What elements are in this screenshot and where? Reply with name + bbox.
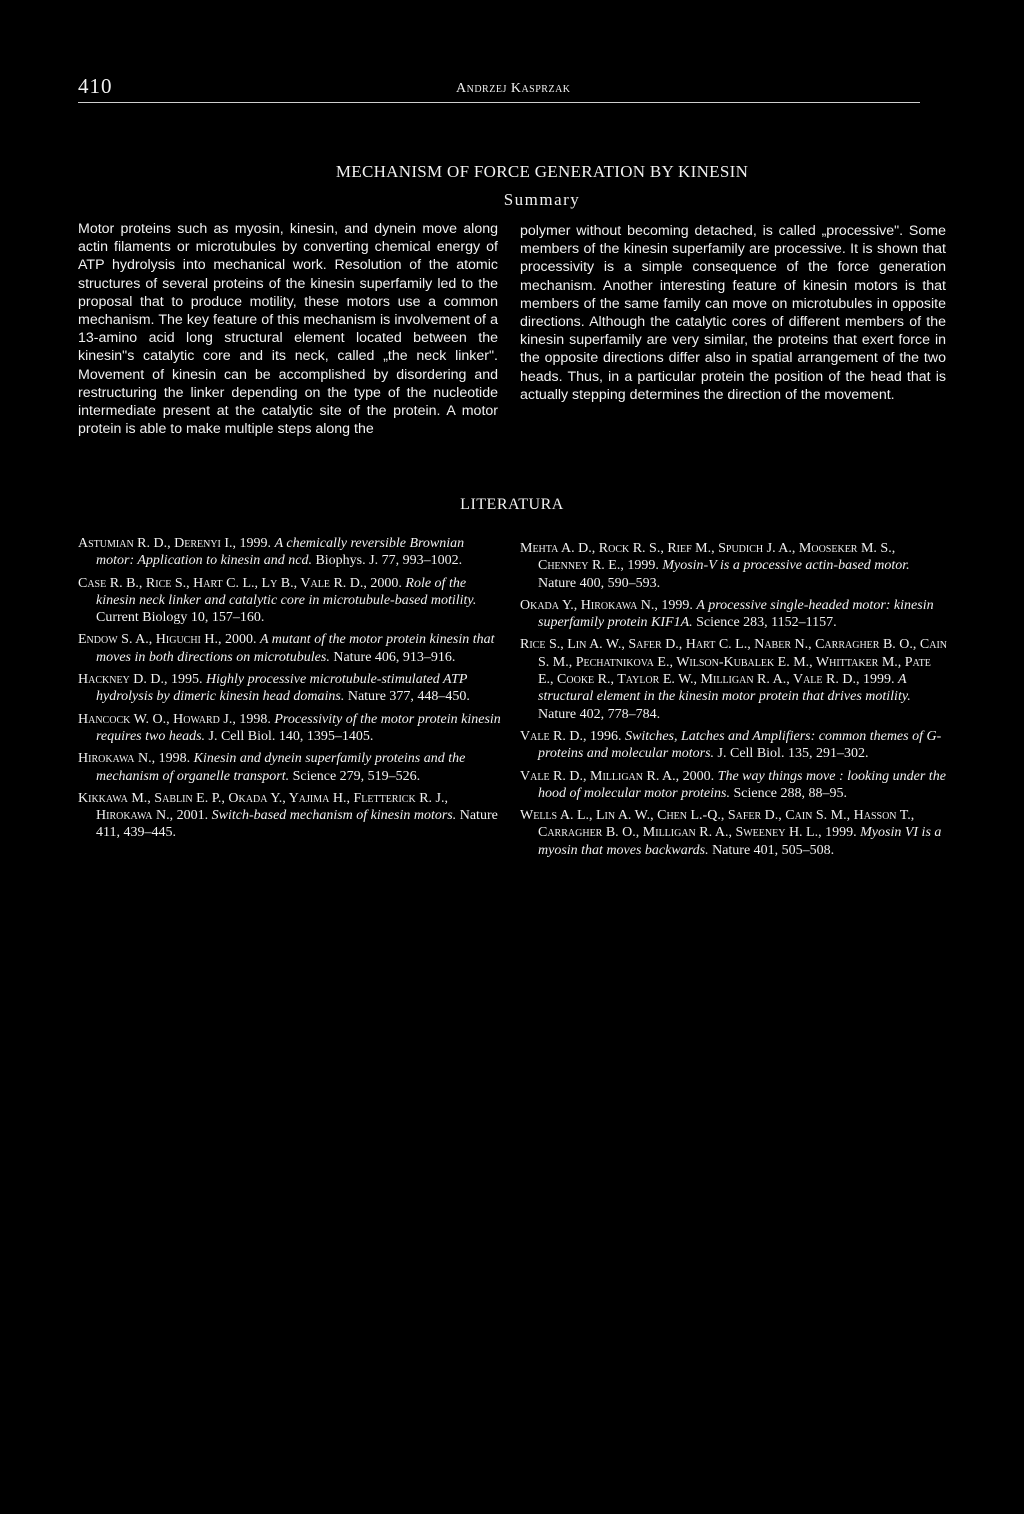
reference-entry: Vale R. D., 1996. Switches, Latches and Amplifiers: common themes of G-proteins and molecular motors. J. Cell Biol. 135, 291–302.: [520, 728, 942, 762]
reference-entry: Case R. B., Rice S., Hart C. L., Ly B., Vale R. D., 2000. Role of the kinesin neck linker and catalytic core in microtubule-based motility. Current Biology 10, 157–160.: [78, 575, 477, 626]
summary-left-column: Motor proteins such as myosin, kinesin, and dynein move along actin filaments or microtubules by converting chemical energy of ATP hydrolysis into mechanical work. Resolution of the atomic structures of several proteins of the kinesin superfamily led to the proposal that to produce motility, these motors use a common mechanism. The key feature of this mechanism is involvement of a 13-amino acid long structural element located between the kinesin"s catalytic core and its neck, called „the neck linker". Movement of kinesin can be accomplished by disordering and restructuring the linker depending on the type of the nucleotide intermediate present at the catalytic site of the protein. A motor protein is able to make multiple steps along the: [78, 221, 498, 438]
references-left-column: [78, 535, 502, 847]
reference-entry: Hirokawa N., 1998. Kinesin and dynein superfamily proteins and the mechanism of organelle transport. Science 279, 519–526.: [78, 751, 466, 784]
reference-entry: Hackney D. D., 1995. Highly processive microtubule-stimulated ATP hydrolysis by dimeric kinesin head domains. Nature 377, 448–450.: [78, 672, 470, 705]
article-title: MECHANISM OF FORCE GENERATION BY KINESIN: [335, 162, 749, 181]
running-head: Andrzej Kasprzak: [456, 81, 571, 96]
literature-heading: LITERATURA: [460, 496, 564, 513]
page-number: 410: [78, 74, 113, 98]
summary-heading: Summary: [503, 190, 581, 209]
reference-entry: Rice S., Lin A. W., Safer D., Hart C. L., Naber N., Carragher B. O., Cain S. M., Pechatnikova E., Wilson-Kubalek E. M., Whittaker M., Pate E., Cooke R., Taylor E. W., Milligan R. A., Vale R. D., 1999. A structural element in the kinesin motor protein that drives motility. Nature 402, 778–784.: [520, 637, 947, 722]
reference-entry: Kikkawa M., Sablin E. P., Okada Y., Yajima H., Fletterick R. J., Hirokawa N., 2001. Switch-based mechanism of kinesin motors. Nature 411, 439–445.: [78, 790, 498, 841]
references-right-column: [520, 540, 948, 864]
reference-entry: Wells A. L., Lin A. W., Chen L.-Q., Safer D., Cain S. M., Hasson T., Carragher B. O., Milligan R. A., Sweeney H. L., 1999. Myosin VI is a myosin that moves backwards. Nature 401, 505–508.: [520, 808, 942, 858]
reference-entry: Endow S. A., Higuchi H., 2000. A mutant of the motor protein kinesin that moves in both directions on microtubules. Nature 406, 913–916.: [78, 632, 495, 665]
reference-entry: Okada Y., Hirokawa N., 1999. A processive single-headed motor: kinesin superfamily protein KIF1A. Science 283, 1152–1157.: [520, 597, 934, 631]
reference-entry: Astumian R. D., Derenyi I., 1999. A chemically reversible Brownian motor: Application to kinesin and ncd. Biophys. J. 77, 993–1002.: [78, 536, 465, 569]
reference-entry: Hancock W. O., Howard J., 1998. Processivity of the motor protein kinesin requires two heads. J. Cell Biol. 140, 1395–1405.: [78, 711, 501, 744]
summary-right-column: polymer without becoming detached, is called „processive". Some members of the kinesin superfamily are processive. It is shown that processivity is a simple consequence of the force generation mechanism. Another interesting feature of kinesin motors is that members of the same family can move on microtubules in opposite directions. Although the catalytic cores of different members of the kinesin superfamily are very similar, the proteins that exert force in the opposite directions differ also in spatial arrangement of the two heads. Thus, in a particular protein the position of the head that is actually stepping determines the direction of the movement.: [520, 223, 946, 403]
reference-entry: Mehta A. D., Rock R. S., Rief M., Spudich J. A., Mooseker M. S., Chenney R. E., 1999. Myosin-V is a processive actin-based motor. Nature 400, 590–593.: [520, 541, 910, 591]
reference-entry: Vale R. D., Milligan R. A., 2000. The way things move : looking under the hood of molecular motor proteins. Science 288, 88–95.: [520, 768, 946, 801]
page-header: [78, 68, 920, 103]
